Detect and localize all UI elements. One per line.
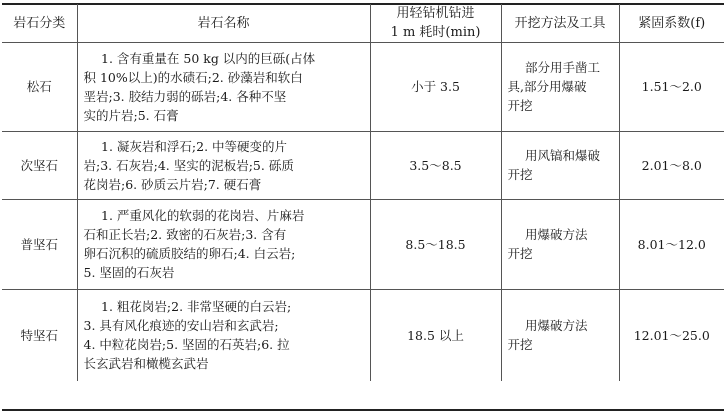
rock-names-line: 1. 含有重量在 50 kg 以内的巨砾(占体 [101, 50, 316, 66]
header-drill-time-line1: 用轻钻机钻进 [396, 6, 475, 21]
rock-category: 次坚石 [20, 157, 58, 173]
header-coefficient: 紧固系数(f) [619, 4, 724, 42]
drill-time: 3.5～8.5 [370, 131, 501, 199]
rock-names-line: 花岗岩;6. 砂质云片岩;7. 硬石膏 [83, 176, 262, 192]
firmness-coefficient: 1.51～2.0 [619, 42, 724, 131]
excavation-method [501, 131, 619, 199]
firmness-coefficient: 8.01～12.0 [619, 199, 724, 289]
header-category: 岩石分类 [13, 15, 66, 31]
method-line: 开挖 [507, 98, 533, 113]
rock-names-line: 5. 坚固的石灰岩 [83, 265, 175, 280]
rock-names-line: 岩;3. 石灰岩;4. 坚实的泥板岩;5. 砾质 [83, 157, 294, 173]
method-line: 具,部分用爆破 [507, 79, 587, 94]
table-row [2, 199, 724, 289]
firmness-coefficient: 2.01～8.0 [619, 131, 724, 199]
rock-names-line: 垩岩;3. 胶结力弱的砾岩;4. 各种不坚 [83, 88, 287, 104]
header-row [2, 4, 724, 42]
method-line: 部分用手凿工 [525, 60, 601, 75]
rock-names [77, 199, 370, 289]
rock-names [77, 131, 370, 199]
header-name: 岩石名称 [77, 4, 370, 42]
excavation-method [501, 42, 619, 131]
table-row [2, 42, 724, 131]
rock-names [77, 42, 370, 131]
rock-names-line: 1. 严重风化的软弱的花岗岩、片麻岩 [101, 208, 305, 223]
drill-time: 8.5～18.5 [370, 199, 501, 289]
bottom-rule [2, 409, 724, 411]
rock-names-line: 长玄武岩和橄榄玄武岩 [83, 356, 209, 371]
rock-names-line: 实的片岩;5. 石膏 [83, 107, 179, 123]
header-method: 开挖方法及工具 [501, 4, 619, 42]
drill-time: 18.5 以上 [370, 289, 501, 381]
rock-names [77, 289, 370, 381]
rock-names-line: 3. 具有风化痕迹的安山岩和玄武岩; [83, 318, 279, 333]
header-drill-time [370, 4, 501, 42]
method-line: 开挖 [507, 167, 533, 182]
rock-category: 松石 [26, 79, 52, 94]
method-line: 开挖 [507, 337, 533, 352]
excavation-method [501, 289, 619, 381]
rock-category: 普坚石 [20, 236, 58, 252]
rock-names-line: 积 10%以上)的水碛石;2. 砂藻岩和软白 [83, 69, 303, 85]
drill-time: 小于 3.5 [370, 42, 501, 131]
table-row [2, 289, 724, 381]
excavation-method [501, 199, 619, 289]
rock-names-line: 卵石沉积的硫质胶结的卵石;4. 白云岩; [83, 246, 296, 261]
rock-names-line: 1. 凝灰岩和浮石;2. 中等硬变的片 [101, 138, 288, 154]
firmness-coefficient: 12.01～25.0 [619, 289, 724, 381]
method-line: 用风镐和爆破 [525, 148, 601, 163]
rock-classification-table [2, 4, 724, 381]
header-drill-time-line2: 1 m 耗时(min) [390, 25, 481, 40]
rock-names-line: 4. 中粒花岗岩;5. 坚固的石英岩;6. 拉 [83, 337, 290, 352]
method-line: 用爆破方法 [525, 318, 588, 333]
rock-category: 特坚石 [20, 327, 58, 343]
table-row [2, 131, 724, 199]
method-line: 开挖 [507, 246, 533, 261]
method-line: 用爆破方法 [525, 227, 588, 242]
rock-names-line: 石和正长岩;2. 致密的石灰岩;3. 含有 [83, 227, 287, 242]
rock-names-line: 1. 粗花岗岩;2. 非常坚硬的白云岩; [101, 299, 292, 314]
